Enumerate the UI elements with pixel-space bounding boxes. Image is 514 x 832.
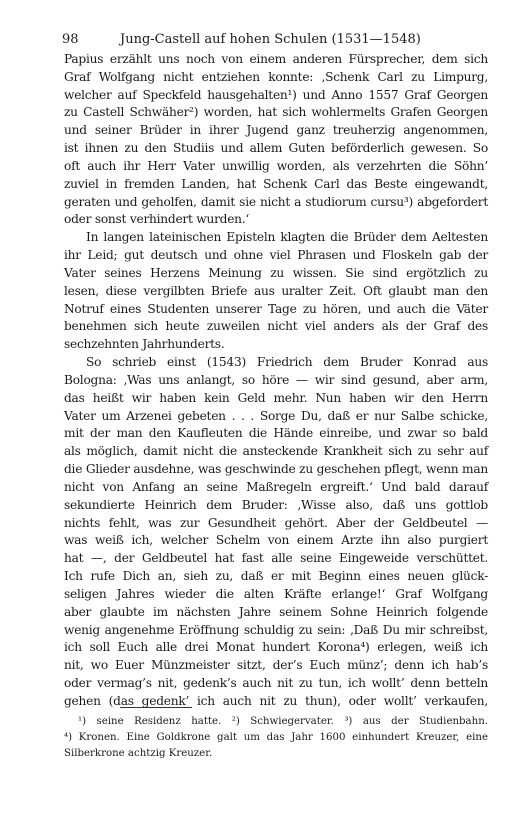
text-line: und seiner Brüder in ihrer Jugend ganz treuherzig angenommen, — [64, 123, 488, 138]
text-line: nicht von Anfang an seine Maßregeln ergreift.‘ Und bald darauf — [64, 479, 488, 494]
text-line: Ich rufe Dich an, sieh zu, daß er mit Beginn eines neuen glück- — [64, 569, 488, 584]
footnote-rule — [120, 707, 192, 708]
text-line: ich soll Euch alle drei Monat hundert Korona⁴) erlegen, weiß ich — [64, 640, 488, 655]
text-line: geraten und geholfen, damit sie nicht a studiorum cursu³) abgefordert — [64, 194, 488, 209]
text-line: aber glaubte im nächsten Jahre seinem Sohne Heinrich folgende — [64, 604, 488, 619]
body-text — [64, 51, 488, 711]
text-line: Vater um Arzenei gebeten . . . Sorge Du, daß er nur Salbe schicke, — [64, 408, 488, 423]
text-line: Notruf eines Studenten unserer Tage zu hören, und auch die Väter — [64, 301, 488, 316]
text-line: nichts fehlt, was zur Gesundheit gehört. Aber der Geldbeutel — — [64, 515, 488, 530]
paragraph-first-line: In langen lateinischen Episteln klagten die Brüder dem Aeltesten — [86, 230, 488, 245]
text-line: zuviel in fremden Landen, hat Schenk Carl das Beste eingewandt, — [64, 176, 488, 191]
text-line: zu Castell Schwäher²) worden, hat sich wohlermelts Grafen Georgen — [64, 105, 488, 120]
text-line: mit der man den Kaufleuten die Hände einreibe, und zwar so bald — [64, 426, 488, 441]
text-line: wenig angenehme Eröffnung schuldig zu sein: ‚Daß Du mir schreibst, — [64, 622, 488, 637]
text-line: oder sonst verhindert wurden.‘ — [64, 212, 250, 227]
text-line: seligen Jahres wieder die alten Kräfte erlange!‘ Graf Wolfgang — [64, 586, 488, 601]
text-line: sekundierte Heinrich dem Bruder: ‚Wisse also, daß uns gottlob — [64, 497, 488, 512]
text-line: gehen (das gedenk’ ich auch nit zu thun), oder wollt’ verkaufen, — [64, 693, 488, 708]
text-line: lesen, diese vergilbten Briefe aus uralter Zeit. Oft glaubt man den — [64, 283, 488, 298]
text-line: Vater seines Herzens Meinung zu wissen. Sie sind ergötzlich zu — [64, 265, 488, 280]
text-line: Graf Wolfgang nicht entziehen konnte: ‚Schenk Carl zu Limpurg, — [64, 69, 488, 84]
footnote-line: ⁴) Kronen. Eine Goldkrone galt um das Jahr 1600 einhundert Kreuzer, eine — [64, 732, 488, 743]
text-line: die Glieder ausdehne, was geschwinde zu geschehen pflegt, wenn man — [64, 462, 488, 477]
running-head: Jung-Castell auf hohen Schulen (1531—1548) — [120, 32, 421, 47]
footnote-line: Silberkrone achtzig Kreuzer. — [64, 748, 213, 759]
text-line: nit, wo Euer Münzmeister sitzt, der’s Euch münz’; denn ich hab’s — [64, 658, 488, 673]
footnote-line: ¹) seine Residenz hatte. ²) Schwiegervater. ³) aus der Studienbahn. — [78, 716, 488, 727]
paragraph-first-line: So schrieb einst (1543) Friedrich dem Bruder Konrad aus — [86, 355, 488, 370]
page-number: 98 — [62, 32, 79, 47]
page-header — [62, 30, 468, 50]
text-line: Papius erzählt uns noch von einem anderen Fürsprecher, dem sich — [64, 52, 488, 66]
text-line: welcher auf Speckfeld hausgehalten¹) und Anno 1557 Graf Georgen — [64, 87, 488, 102]
text-line: das heißt wir haben kein Geld mehr. Nun haben wir den Herrn — [64, 390, 488, 405]
footnotes — [64, 714, 488, 762]
text-line: oft auch ihr Herr Vater unwillig worden, als verzehrten die Söhn’ — [64, 158, 488, 173]
text-line: ist ihnen zu den Studiis und allem Guten beförderlich gewesen. So — [64, 141, 488, 156]
text-line: ihr Leid; gut deutsch und ohne viel Phrasen und Floskeln gab der — [64, 248, 488, 263]
text-line: Bologna: ‚Was uns anlangt, so höre — wir sind gesund, aber arm, — [64, 372, 488, 387]
text-line: sechzehnten Jahrhunderts. — [64, 337, 225, 352]
text-line: was weiß ich, welcher Schelm von einem Arzte ihn also purgiert — [64, 533, 488, 548]
text-line: benehmen sich heute zuweilen nicht viel anders als der Graf des — [64, 319, 488, 334]
text-line: oder vermag’s nit, gedenk’s auch nit zu tun, ich wollt’ denn betteln — [64, 675, 488, 690]
text-line: hat —, der Geldbeutel hat fast alle seine Eingeweide verschüttet. — [64, 551, 488, 566]
text-line: als möglich, damit nicht die ansteckende Krankheit sich zu sehr auf — [64, 444, 488, 459]
